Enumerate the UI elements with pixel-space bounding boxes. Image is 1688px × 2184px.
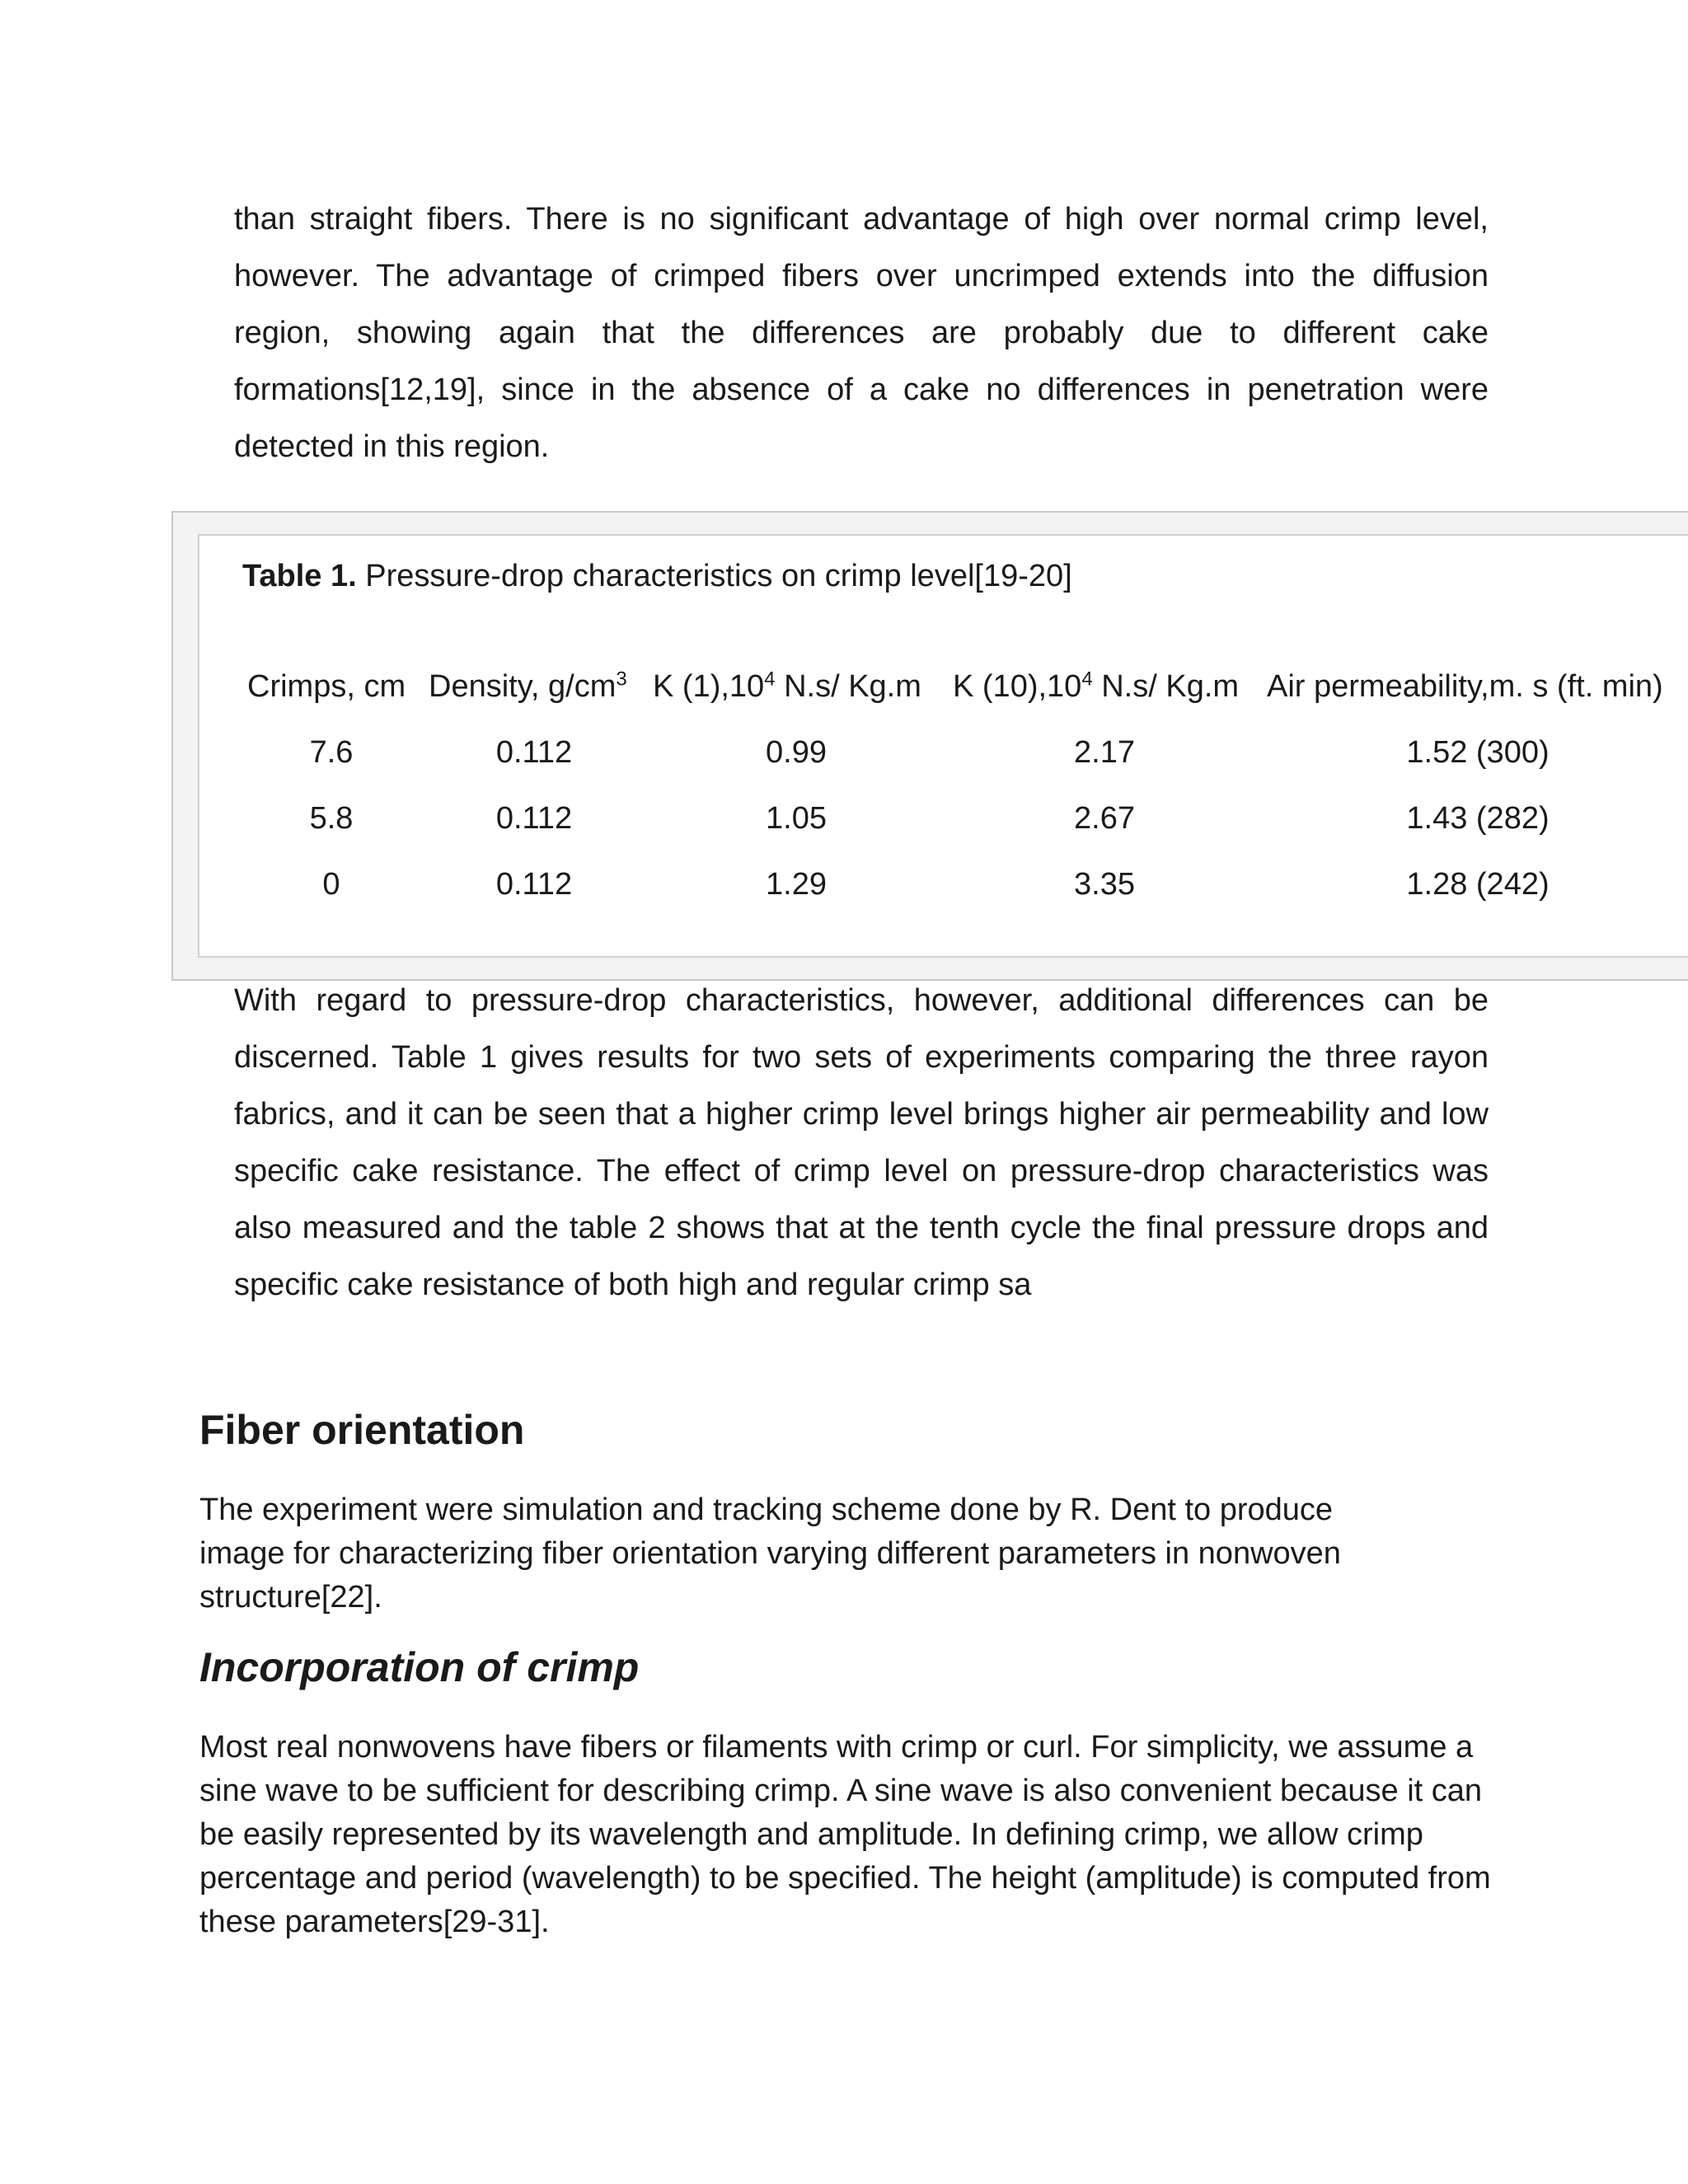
table-cell: 5.8: [309, 801, 354, 836]
table-1-caption-text: Pressure-drop characteristics on crimp level[19-20]: [356, 559, 1072, 593]
table-cell: 0.99: [766, 735, 827, 770]
table-header-air-permeability: Air permeability,m. s (ft. min): [1267, 669, 1663, 704]
table-header-density: [429, 669, 627, 705]
paragraph-fiber-orientation: The experiment were simulation and tracking scheme done by R. Dent to produce image for characterizing fiber orientation varying different parameters in nonwoven structure[22].: [199, 1493, 1341, 1615]
table-cell: 1.29: [766, 867, 827, 902]
table-cell: 1.05: [766, 801, 827, 836]
table-header-k1-text: K (1),10: [653, 669, 765, 704]
table-cell: 0: [322, 867, 340, 902]
paragraph-pressure-drop: With regard to pressure-drop characteristics, however, additional differences can be discerned. Table 1 gives results for two sets of experiments comparing the three rayon fabrics, and it can be seen that a higher crimp level brings higher air permeability and low specific cake resistance. The effect of crimp level on pressure-drop characteristics was also measured and the table 2 shows that at the tenth cycle the final pressure drops and specific cake resistance of both high and regular crimp sa: [234, 983, 1489, 1302]
table-header-k1: [653, 669, 921, 705]
table-cell: 3.35: [1074, 867, 1135, 902]
table-cell: 2.67: [1074, 801, 1135, 836]
table-header-k1-sup: 4: [764, 668, 776, 691]
table-header-k10-text: K (10),10: [953, 669, 1082, 704]
table-1-caption: [242, 559, 1072, 594]
table-cell: 1.52 (300): [1406, 735, 1550, 770]
section-heading-fiber-orientation: Fiber orientation: [199, 1407, 525, 1453]
paragraph-incorporation-of-crimp: Most real nonwovens have fibers or filaments with crimp or curl. For simplicity, we assume a sine wave to be sufficient for describing crimp. A sine wave is also convenient because it can be easily represented by its wavelength and amplitude. In defining crimp, we allow crimp percentage and period (wavelength) to be specified. The height (amplitude) is computed from these parameters[29-31].: [199, 1730, 1491, 1939]
table-header-crimps: Crimps, cm: [247, 669, 406, 704]
table-header-k10-unit: N.s/ Kg.m: [1092, 669, 1240, 704]
table-cell: 2.17: [1074, 735, 1135, 770]
table-header-k10-sup: 4: [1081, 668, 1093, 691]
table-cell: 0.112: [495, 735, 573, 770]
table-header-density-text: Density, g/cm: [429, 669, 617, 704]
table-cell: 1.43 (282): [1406, 801, 1550, 836]
table-1-caption-label: Table 1.: [242, 559, 357, 593]
table-header-density-sup: 3: [616, 668, 627, 691]
table-header-k10: [953, 669, 1239, 705]
table-cell: 7.6: [309, 735, 354, 770]
table-cell: 1.28 (242): [1406, 867, 1550, 902]
section-heading-incorporation-of-crimp: Incorporation of crimp: [199, 1644, 640, 1690]
table-cell: 0.112: [495, 801, 573, 836]
table-cell: 0.112: [495, 867, 573, 902]
paragraph-crimp-diffusion: than straight fibers. There is no significant advantage of high over normal crimp level, however. The advantage of crimped fibers over uncrimped extends into the diffusion region, showing again that the differences are probably due to different cake formations[12,19], since in the absence of a cake no differences in penetration were detected in this region.: [234, 202, 1489, 464]
table-header-k1-unit: N.s/ Kg.m: [775, 669, 921, 704]
